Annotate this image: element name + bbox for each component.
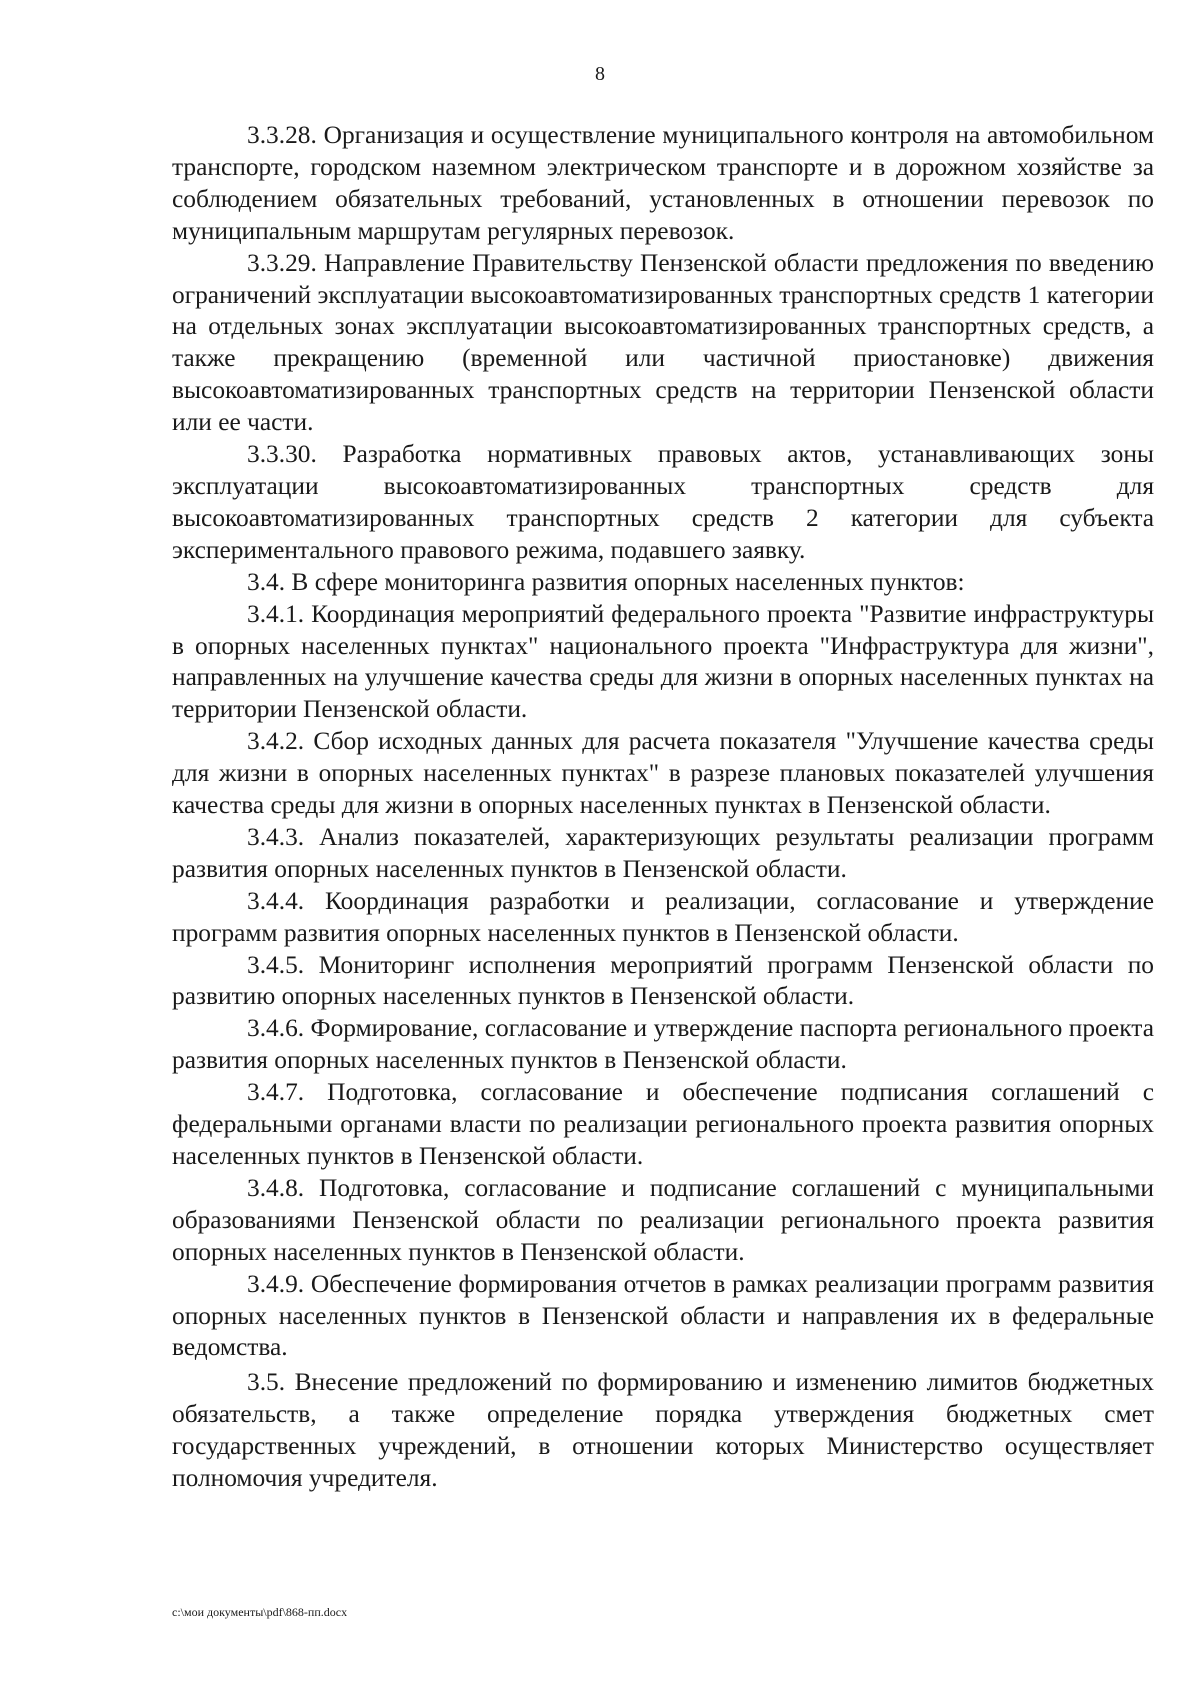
paragraph-3-4-9: 3.4.9. Обеспечение формирования отчетов в рамках реализации программ развития опорных населенных пунктов в Пензенской области и направления их в федеральные ведомства. (172, 1269, 1154, 1362)
paragraph-3-3-28: 3.3.28. Организация и осуществление муниципального контроля на автомобильном транспорте, городском наземном электрическом транспорте и в дорожном хозяйстве за соблюдением обязательных требований, установленных в отношении перевозок по муниципальным маршрутам регулярных перевозок. (172, 121, 1154, 245)
page-number: 8 (595, 63, 605, 85)
paragraph-3-4-5: 3.4.5. Мониторинг исполнения мероприятий программ Пензенской области по развитию опорных населенных пунктов в Пензенской области. (172, 950, 1154, 1011)
paragraph-3-3-30: 3.3.30. Разработка нормативных правовых актов, устанавливающих зоны эксплуатации высокоавтоматизированных транспортных средств для высокоавтоматизированных транспортных средств 2 категории для субъекта экспериментального правового режима, подавшего заявку. (172, 440, 1154, 564)
paragraph-3-4-1: 3.4.1. Координация мероприятий федерального проекта "Развитие инфраструктуры в опорных населенных пунктах" национального проекта "Инфраструктура для жизни", направленных на улучшение качества среды для жизни в опорных населенных пунктах на территории Пензенской области. (172, 599, 1154, 724)
paragraph-3-4-4: 3.4.4. Координация разработки и реализации, согласование и утверждение программ развития опорных населенных пунктов в Пензенской области. (172, 886, 1154, 947)
paragraph-3-5: 3.5. Внесение предложений по формированию и изменению лимитов бюджетных обязательств, а также определение порядка утверждения бюджетных смет государственных учреждений, в отношении которых Министерство осуществляет полномочия учредителя. (172, 1368, 1154, 1493)
document-body (172, 120, 1154, 1495)
paragraph-3-4-8: 3.4.8. Подготовка, согласование и подписание соглашений с муниципальными образованиями Пензенской области по реализации регионального проекта развития опорных населенных пунктов в Пензенской области. (172, 1173, 1154, 1266)
paragraph-3-4-6: 3.4.6. Формирование, согласование и утверждение паспорта регионального проекта развития опорных населенных пунктов в Пензенской области. (172, 1014, 1154, 1075)
paragraph-3-3-29: 3.3.29. Направление Правительству Пензенской области предложения по введению ограничений эксплуатации высокоавтоматизированных транспортных средств 1 категории на отдельных зонах эксплуатации высокоавтоматизированных транспортных средств, а также прекращению (временной или частичной приостановке) движения высокоавтоматизированных транспортных средств на территории Пензенской области или ее части. (172, 248, 1154, 437)
paragraph-3-4-7: 3.4.7. Подготовка, согласование и обеспечение подписания соглашений с федеральными органами власти по реализации регионального проекта развития опорных населенных пунктов в Пензенской области. (172, 1078, 1154, 1170)
paragraph-3-4-2: 3.4.2. Сбор исходных данных для расчета показателя "Улучшение качества среды для жизни в опорных населенных пунктах" в разрезе плановых показателей улучшения качества среды для жизни в опорных населенных пунктах в Пензенской области. (172, 727, 1154, 820)
footer-file-path: c:\мои документы\pdf\868-пп.docx (172, 1605, 348, 1619)
paragraph-3-4-3: 3.4.3. Анализ показателей, характеризующих результаты реализации программ развития опорных населенных пунктов в Пензенской области. (172, 822, 1154, 883)
paragraph-3-4: 3.4. В сфере мониторинга развития опорных населенных пунктов: (247, 567, 965, 596)
